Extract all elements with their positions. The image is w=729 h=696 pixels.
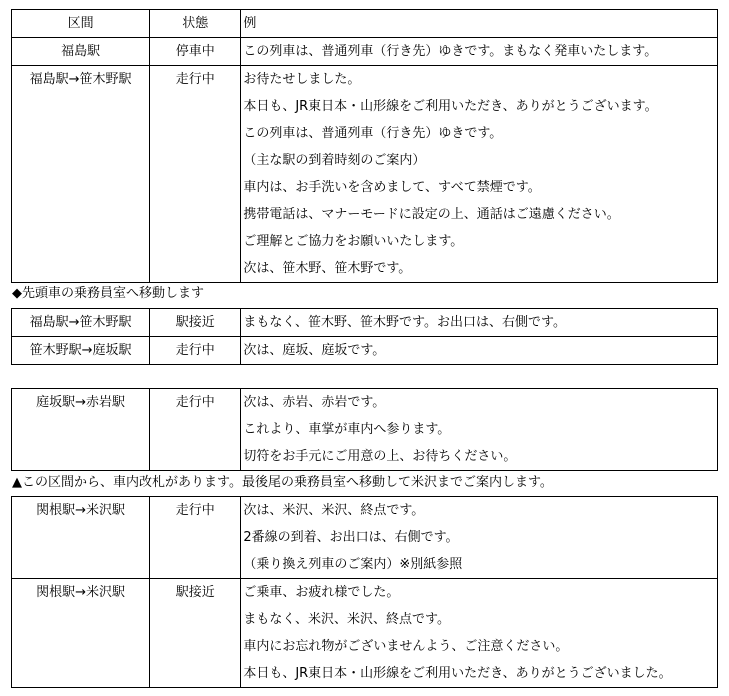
section-cell: 関根駅→米沢駅 xyxy=(12,579,150,688)
example-line: （主な駅の到着時刻のご案内） xyxy=(243,153,426,168)
example-line: 次は、赤岩、赤岩です。 xyxy=(243,395,386,410)
announcement-table-2 xyxy=(11,308,718,365)
announcement-table-3 xyxy=(11,388,718,471)
section-cell: 福島駅→笹木野駅 xyxy=(12,309,150,337)
status-cell: 走行中 xyxy=(150,389,241,471)
example-line: 2番線の到着、お出口は、右側です。 xyxy=(243,530,459,545)
table-row xyxy=(12,38,718,66)
section-cell: 福島駅 xyxy=(12,38,150,66)
example-line: この列車は、普通列車（行き先）ゆきです。まもなく発車いたします。 xyxy=(243,44,658,59)
section-cell: 福島駅→笹木野駅 xyxy=(12,66,150,283)
example-line: 本日も、JR東日本・山形線をご利用いただき、ありがとうございました。 xyxy=(243,666,672,681)
status-cell: 停車中 xyxy=(150,38,241,66)
status-cell: 走行中 xyxy=(150,497,241,579)
header-example: 例 xyxy=(241,10,718,38)
section-cell: 笹木野駅→庭坂駅 xyxy=(12,337,150,365)
status-cell: 駅接近 xyxy=(150,579,241,688)
example-line: これより、車掌が車内へ参ります。 xyxy=(243,422,451,437)
example-cell xyxy=(241,579,718,688)
example-line: 次は、庭坂、庭坂です。 xyxy=(243,343,386,358)
example-line: ご理解とご協力をお願いいたします。 xyxy=(243,234,464,249)
announcement-table-4 xyxy=(11,496,718,688)
example-line: 車内は、お手洗いを含めまして、すべて禁煙です。 xyxy=(243,180,541,195)
example-cell xyxy=(241,309,718,337)
example-line: お待たせしました。 xyxy=(243,72,361,87)
example-line: 切符をお手元にご用意の上、お待ちください。 xyxy=(243,449,517,464)
example-line: 次は、米沢、米沢、終点です。 xyxy=(243,503,425,518)
example-line: ご乗車、お疲れ様でした。 xyxy=(243,585,400,600)
example-line: この列車は、普通列車（行き先）ゆきです。 xyxy=(243,126,503,141)
example-cell xyxy=(241,337,718,365)
note-move-front-cab: ◆先頭車の乗務員室へ移動します xyxy=(12,286,204,301)
example-cell xyxy=(241,389,718,471)
example-line: 本日も、JR東日本・山形線をご利用いただき、ありがとうございます。 xyxy=(243,99,658,114)
example-line: 次は、笹木野、笹木野です。 xyxy=(243,261,412,276)
note-ticket-inspection: ▲この区間から、車内改札があります。最後尾の乗務員室へ移動して米沢までご案内します。 xyxy=(12,475,553,490)
example-line: まもなく、笹木野、笹木野です。お出口は、右側です。 xyxy=(243,315,566,330)
example-cell xyxy=(241,66,718,283)
example-cell xyxy=(241,38,718,66)
example-line: 車内にお忘れ物がございませんよう、ご注意ください。 xyxy=(243,639,569,654)
example-cell xyxy=(241,497,718,579)
section-cell: 関根駅→米沢駅 xyxy=(12,497,150,579)
table-row xyxy=(12,309,718,337)
example-line: （乗り換え列車のご案内）※別紙参照 xyxy=(243,557,463,572)
announcement-table-1 xyxy=(11,9,718,283)
table-row xyxy=(12,389,718,471)
table-row xyxy=(12,66,718,283)
table-row xyxy=(12,337,718,365)
table-header-row xyxy=(12,10,718,38)
table-row xyxy=(12,497,718,579)
header-section: 区間 xyxy=(12,10,150,38)
header-status: 状態 xyxy=(150,10,241,38)
status-cell: 駅接近 xyxy=(150,309,241,337)
example-line: まもなく、米沢、米沢、終点です。 xyxy=(243,612,451,627)
status-cell: 走行中 xyxy=(150,66,241,283)
status-cell: 走行中 xyxy=(150,337,241,365)
table-row xyxy=(12,579,718,688)
example-line: 携帯電話は、マナーモードに設定の上、通話はご遠慮ください。 xyxy=(243,207,620,222)
section-cell: 庭坂駅→赤岩駅 xyxy=(12,389,150,471)
